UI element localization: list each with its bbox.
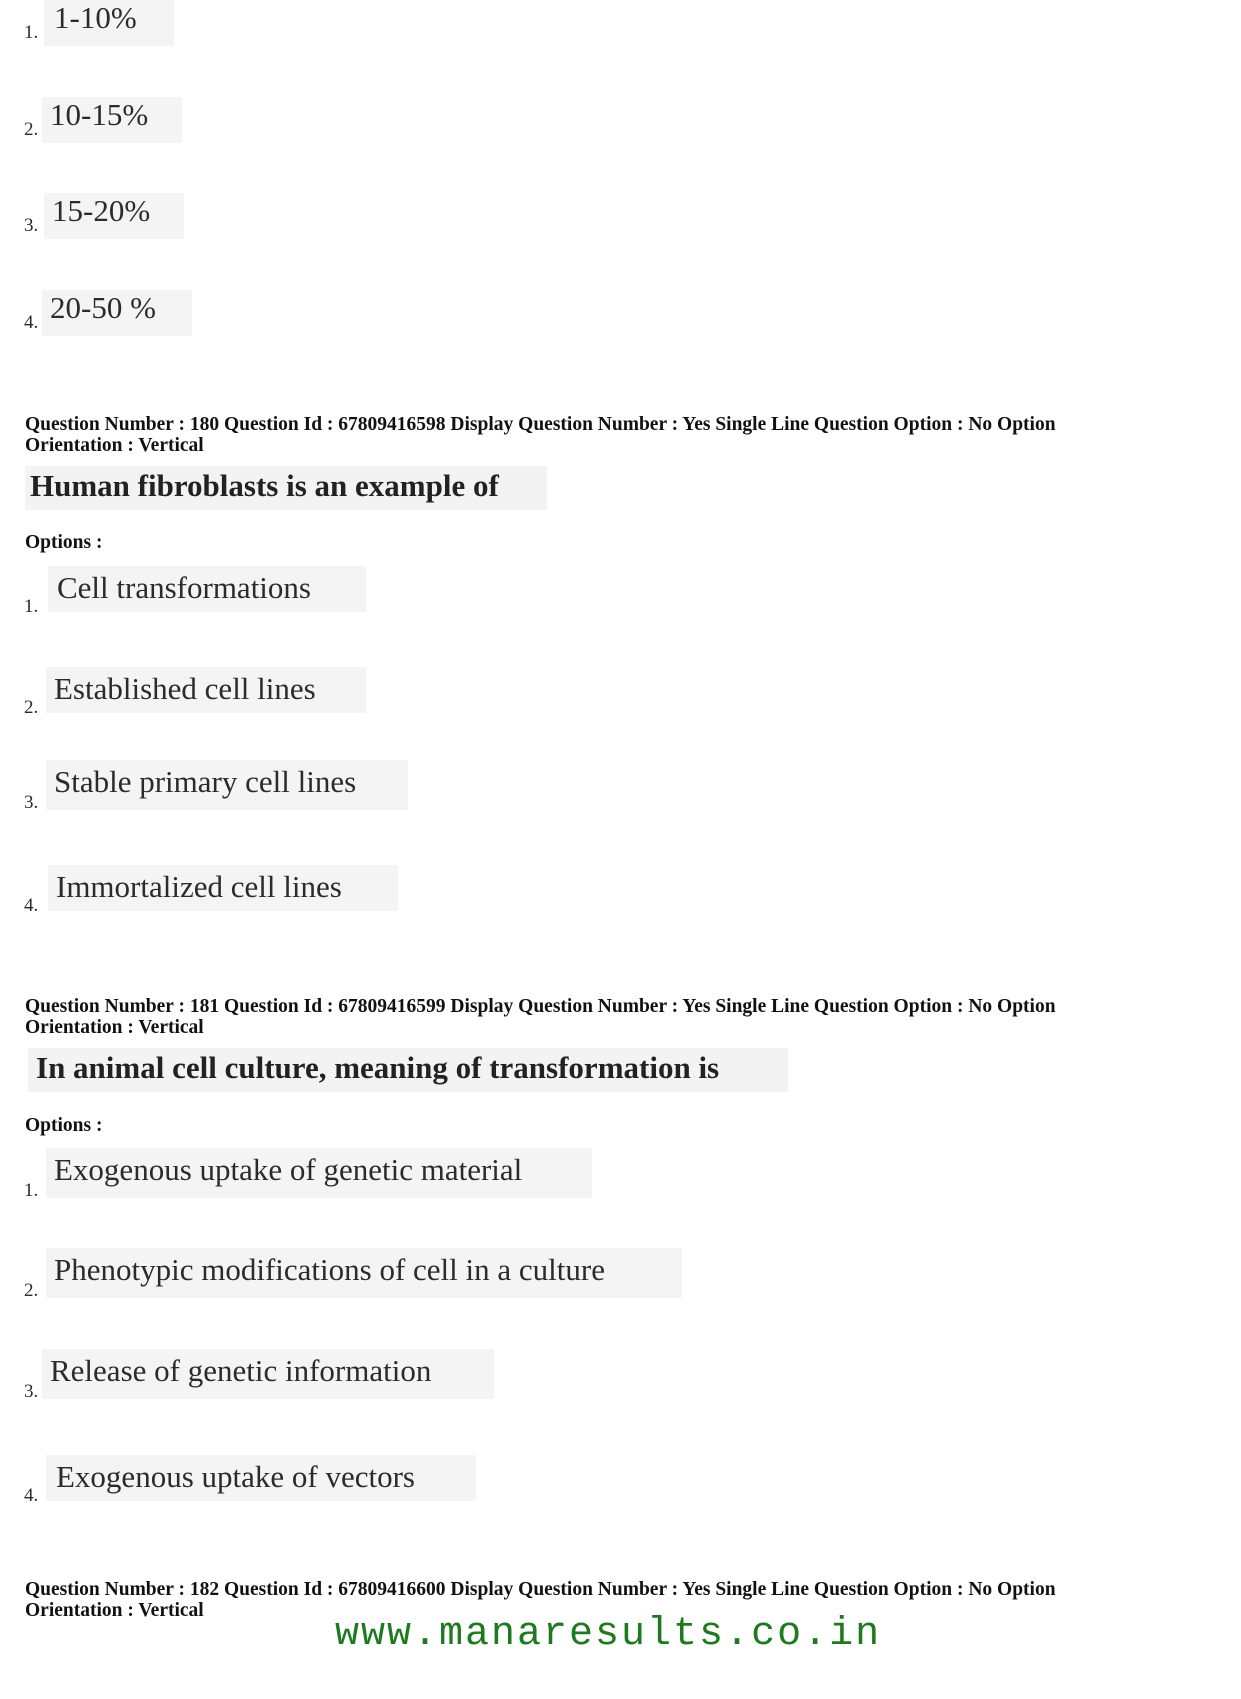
option-number: 4. (24, 895, 39, 916)
option-text: Immortalized cell lines (56, 869, 342, 904)
question-180-text: Human fibroblasts is an example of (30, 468, 499, 503)
option-text: Cell transformations (57, 570, 311, 605)
question-181-options-label: Options : (25, 1115, 103, 1136)
option-number: 4. (24, 312, 39, 333)
option-number: 1. (24, 1180, 39, 1201)
option-number: 2. (24, 697, 39, 718)
option-text: 15-20% (52, 193, 151, 228)
option-text: Release of genetic information (50, 1353, 432, 1388)
question-180-options-label: Options : (25, 532, 103, 553)
question-180-meta (25, 414, 1225, 456)
meta-line-1: Question Number : 181 Question Id : 67809416599 Display Question Number : Yes Single Line Question Option : No Option (25, 996, 1056, 1017)
option-number: 2. (24, 1280, 39, 1301)
option-number: 3. (24, 1381, 39, 1402)
meta-line-2: Orientation : Vertical (25, 1017, 204, 1038)
option-text: Established cell lines (54, 671, 316, 706)
option-text: Exogenous uptake of genetic material (54, 1152, 523, 1187)
question-181-meta (25, 996, 1225, 1038)
option-number: 2. (24, 119, 39, 140)
meta-line-2: Orientation : Vertical (25, 435, 204, 456)
option-number: 4. (24, 1485, 39, 1506)
option-number: 1. (24, 596, 39, 617)
option-number: 3. (24, 792, 39, 813)
meta-line-1: Question Number : 182 Question Id : 67809416600 Display Question Number : Yes Single Line Question Option : No Option (25, 1579, 1056, 1600)
option-number: 1. (24, 22, 39, 43)
option-text: Phenotypic modifications of cell in a culture (54, 1252, 605, 1287)
option-text: Stable primary cell lines (54, 764, 357, 799)
option-text: 10-15% (50, 97, 149, 132)
option-text: 1-10% (54, 0, 137, 35)
question-181-text: In animal cell culture, meaning of transformation is (36, 1050, 720, 1085)
option-text: Exogenous uptake of vectors (56, 1459, 415, 1494)
meta-line-1: Question Number : 180 Question Id : 67809416598 Display Question Number : Yes Single Line Question Option : No Option (25, 414, 1056, 435)
option-text: 20-50 % (50, 290, 156, 325)
site-watermark: www.manaresults.co.in (335, 1612, 882, 1657)
meta-line-2: Orientation : Vertical (25, 1600, 204, 1621)
option-number: 3. (24, 215, 39, 236)
